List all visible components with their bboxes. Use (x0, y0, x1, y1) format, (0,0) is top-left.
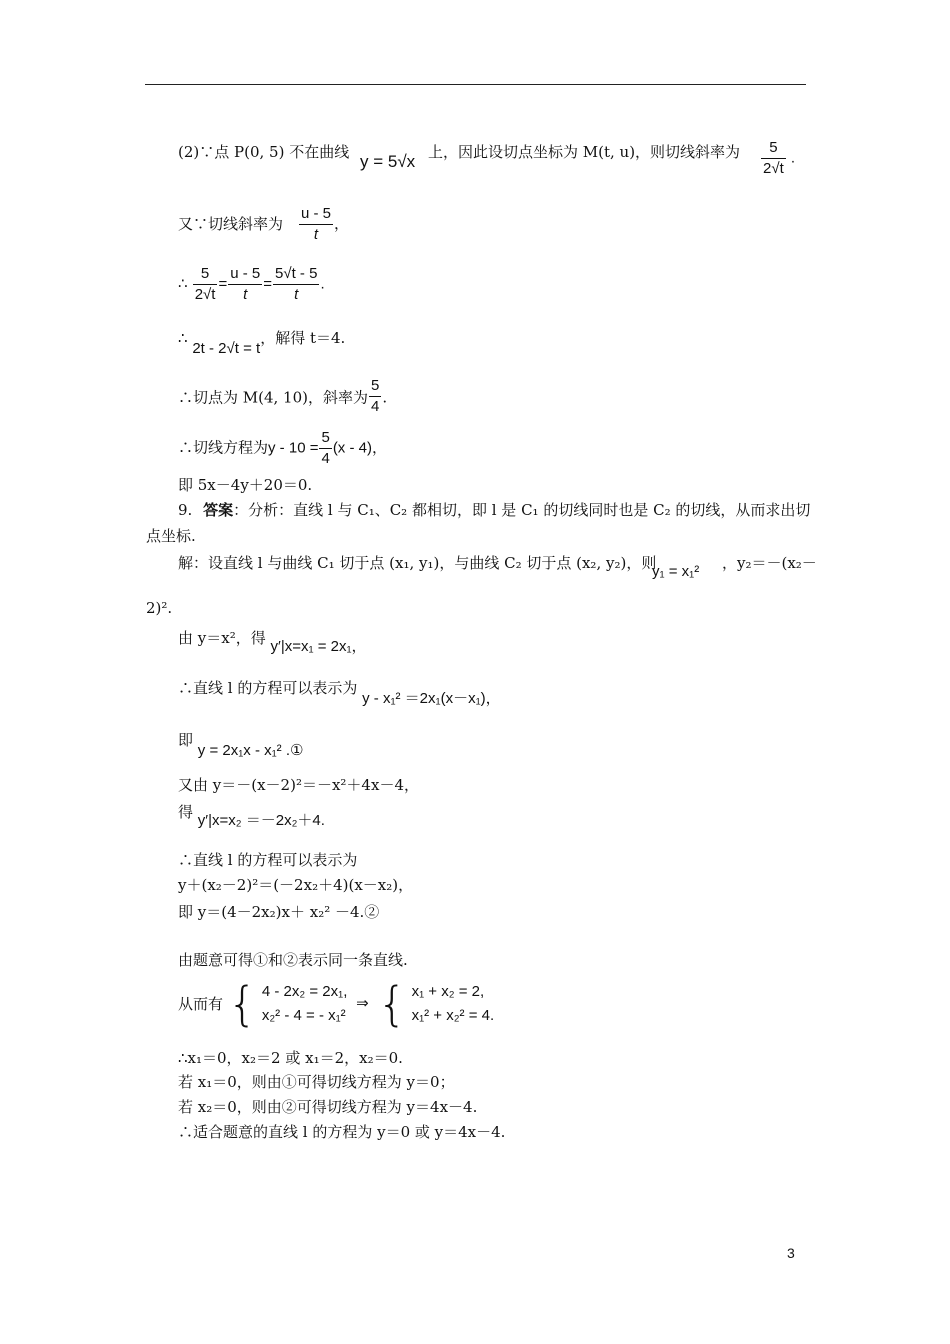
frac-num: 5 (369, 376, 381, 397)
step-text: 即 (178, 731, 194, 749)
step-5 (178, 802, 325, 829)
line4-suffix: ，解得 t＝4. (260, 329, 346, 347)
step-1 (178, 628, 367, 655)
step-10-system (178, 977, 495, 1040)
system-b-eq1: x₁ + x₂ = 2, (411, 983, 485, 1000)
step-4: 又由 y＝－(x－2)²＝－x²＋4x－4， (178, 776, 419, 794)
step-8: 即 y＝(4－2x₂)x＋ x₂² －4.② (178, 903, 380, 921)
left-brace: { (377, 977, 407, 1031)
equation-lhs: y - 10 = (268, 439, 319, 457)
line2-fraction (298, 204, 349, 245)
page-number: 3 (787, 1245, 795, 1261)
frac-den: t (243, 286, 248, 303)
step-2 (178, 678, 501, 707)
implies-arrow: ⇒ (356, 995, 369, 1012)
tangent-equation-line (178, 428, 387, 469)
frac-den: 2√t (763, 160, 784, 177)
step-14: ∴适合题意的直线 l 的方程为 y＝0 或 y＝4x－4. (178, 1123, 506, 1141)
frac-num: 5√t - 5 (273, 264, 319, 285)
frac-den: 2√t (194, 286, 216, 303)
system-b (412, 980, 495, 1028)
q9-analysis-line (178, 500, 810, 520)
part2-line (178, 142, 349, 162)
frac-den: 4 (371, 398, 380, 415)
slope-fraction: $\frac{5}{2√t}$ . (763, 139, 796, 177)
q9-sol-tail: ，y₂＝－(x₂－ (722, 554, 817, 572)
frac-num: u - 5 (299, 204, 333, 225)
step-11: ∴x₁＝0，x₂＝2 或 x₁＝2，x₂＝0. (178, 1049, 403, 1067)
q9-number: 9. (178, 501, 193, 519)
step-equation: y′|x=x₁ = 2x₁， (270, 638, 367, 655)
frac-den: t (313, 226, 319, 243)
part2-mid: 上，因此设切点坐标为 M(t, u)，则切线斜率为 (428, 143, 741, 161)
step-equation: y = 2x₁x - x₁² .① (197, 742, 304, 759)
line7: 即 5x－4y＋20＝0. (178, 476, 313, 494)
frac-den: 4 (321, 450, 330, 467)
step-3 (178, 730, 304, 759)
line6-prefix: ∴切线方程为 (178, 438, 269, 457)
line2-suffix: ， (334, 215, 350, 233)
q9-analysis2: 点坐标. (146, 527, 196, 545)
step-7: y＋(x₂－2)²＝(－2x₂＋4)(x－x₂)， (178, 876, 414, 894)
frac-num: 5 (319, 428, 331, 449)
part2-intro: (2)∵点 P(0, 5) 不在曲线 (178, 143, 350, 161)
step-text: ∴直线 l 的方程可以表示为 (178, 679, 358, 697)
system-a-eq1: 4 - 2x₂ = 2x₁, (261, 983, 348, 1000)
therefore: ∴ (178, 275, 188, 293)
frac-num: u - 5 (228, 264, 262, 285)
q9-solution-line (178, 553, 656, 573)
step-text: 从而有 (178, 995, 224, 1013)
step-12: 若 x₁＝0，则由①可得切线方程为 y＝0； (178, 1073, 455, 1091)
q9-analysis: ：分析：直线 l 与 C₁、C₂ 都相切，即 l 是 C₁ 的切线同时也是 C₂ 的切线，从而求出切 (233, 501, 811, 519)
q9-sol2: 2)². (146, 599, 173, 617)
step-6: ∴直线 l 的方程可以表示为 (178, 851, 358, 869)
frac-num: 5 (193, 264, 218, 285)
q9-solution: 解：设直线 l 与曲线 C₁ 切于点 (x₁, y₁)，与曲线 C₂ 切于点 (x₂, y₂)，则 (178, 554, 657, 572)
step-equation: y - x₁² ＝2x₁(x－x₁)， (362, 690, 501, 707)
left-brace: { (227, 977, 258, 1031)
step-13: 若 x₂＝0，则由②可得切线方程为 y＝4x－4. (178, 1098, 478, 1116)
system-a-eq2: x₂² - 4 = - x₁² (261, 1007, 346, 1024)
frac-den: t (294, 286, 299, 303)
equation: 2t - 2√t = t (192, 340, 261, 357)
line5-text: ∴切点为 M(4, 10)，斜率为 (178, 388, 368, 407)
frac-num: 5 (761, 138, 786, 159)
equation-rhs: (x - 4)， (332, 439, 387, 457)
step-text: 由 y＝x²，得 (178, 629, 266, 647)
step-text: 得 (178, 803, 194, 821)
system-a (262, 980, 348, 1028)
step-equation: y′|x=x₂ ＝－2x₂＋4. (197, 812, 325, 829)
answer-label: 答案 (203, 501, 234, 519)
therefore: ∴ (178, 329, 188, 347)
line2-prefix: 又∵切线斜率为 (178, 215, 284, 233)
curve-formula: y = 5√x (360, 152, 416, 171)
header-rule (145, 84, 806, 85)
equation-line3: ∴ $\frac{5}{2√t}$ = $\frac{u - 5}{t}$ = $\frac{5√t - 5}{t}$ . (178, 265, 325, 303)
slope-line2 (178, 214, 283, 234)
system-b-eq2: x₁² + x₂² = 4. (411, 1007, 495, 1024)
equation-line4 (178, 328, 346, 357)
step-9: 由题意可得①和②表示同一条直线. (178, 951, 408, 969)
tangent-point-line: ∴切点为 M(4, 10)，斜率为 $\frac{5}{4}$ . (178, 377, 388, 415)
q9-sol-eq: y₁ = x₁² (652, 563, 700, 580)
